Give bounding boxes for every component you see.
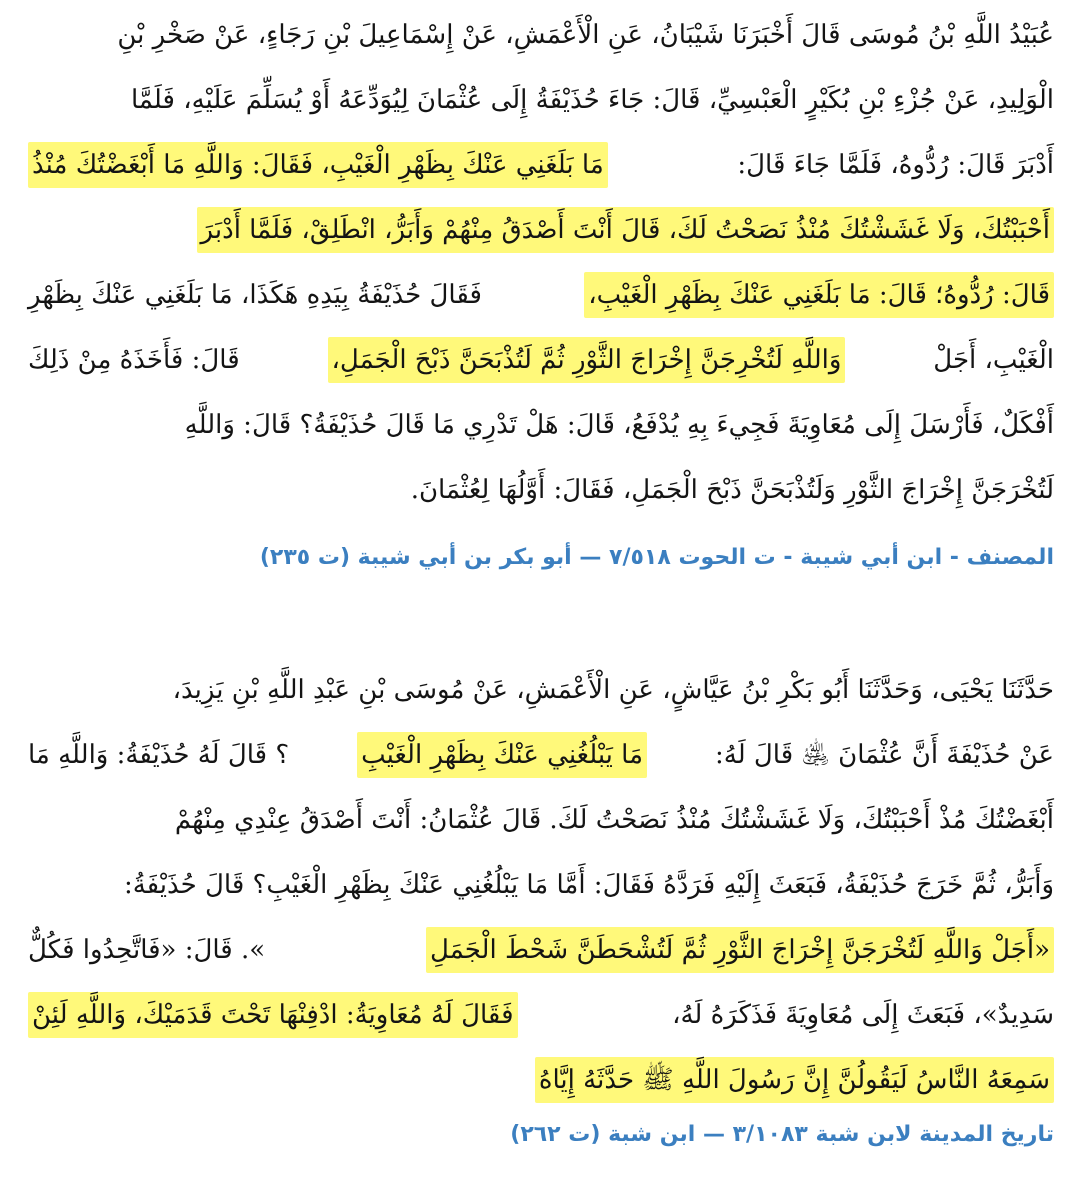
passage-1-text: [28, 2, 1054, 522]
text-line: [28, 982, 1054, 1047]
text-line: [28, 392, 1054, 457]
text-line: [28, 2, 1054, 67]
text-segment: الْوَلِيدِ، عَنْ جُزْءِ بْنِ بُكَيْرٍ الْعَبْسِيِّ، قَالَ: جَاءَ حُذَيْفَةُ إِلَى عُثْمَانَ لِيُوَدِّعَهُ أَوْ يُسَلِّمَ عَلَيْهِ، فَلَمَّا: [130, 84, 1054, 115]
highlighted-text: فَقَالَ لَهُ مُعَاوِيَةُ: ادْفِنْهَا تَحْتَ قَدَمَيْكَ، وَاللَّهِ لَئِنْ: [28, 992, 517, 1038]
text-line: [28, 1047, 1054, 1112]
highlighted-text: وَاللَّهِ لَتُخْرِجَنَّ إِخْرَاجَ الثَّوْرِ ثُمَّ لَتُذْبَحَنَّ ذَبْحَ الْجَمَلِ،: [328, 337, 846, 383]
text-segment: الْغَيْبِ، أَجَلْ: [933, 344, 1054, 375]
passage-2-citation: تاريخ المدينة لابن شبة ٣/١٠٨٣ — ابن شبة (ت ٢٦٢): [510, 1122, 1054, 1147]
highlighted-text: مَا بَلَغَنِي عَنْكَ بِظَهْرِ الْغَيْبِ، فَقَالَ: وَاللَّهِ مَا أَبْغَضْتُكَ مُنْذُ: [28, 142, 608, 188]
text-segment: أَبْغَضْتُكَ مُذْ أَحْبَبْتُكَ، وَلَا غَشَشْتُكَ مُنْذُ نَصَحْتُ لَكَ. قَالَ عُثْمَانُ: أَنْتَ أَصْدَقُ عِنْدِي مِنْهُمْ: [174, 804, 1054, 835]
text-line: [28, 132, 1054, 197]
text-segment: وَأَبَرُّ، ثُمَّ خَرَجَ حُذَيْفَةُ، فَبَعَثَ إِلَيْهِ فَرَدَّهُ فَقَالَ: أَمَّا مَا يَبْلُغُنِي عَنْكَ بِظَهْرِ الْغَيْبِ؟ قَالَ حُذَيْفَةُ:: [123, 869, 1054, 900]
highlighted-text: مَا يَبْلُغُنِي عَنْكَ بِظَهْرِ الْغَيْبِ: [357, 732, 647, 778]
text-line: [28, 327, 1054, 392]
text-line: [28, 67, 1054, 132]
text-segment: سَدِيدٌ»، فَبَعَثَ إِلَى مُعَاوِيَةَ فَذَكَرَهُ لَهُ،: [672, 999, 1054, 1030]
text-segment: ؟ قَالَ لَهُ حُذَيْفَةُ: وَاللَّهِ مَا: [28, 739, 290, 770]
highlighted-text: قَالَ: رُدُّوهُ؛ قَالَ: مَا بَلَغَنِي عَنْكَ بِظَهْرِ الْغَيْبِ،: [584, 272, 1054, 318]
text-segment: لَتُخْرَجَنَّ إِخْرَاجَ الثَّوْرِ وَلَتُذْبَحَنَّ ذَبْحَ الْجَمَلِ، فَقَالَ: أَوَّلُهَا لِعُثْمَانَ.: [410, 474, 1054, 505]
text-segment: عَنْ حُذَيْفَةَ أَنَّ عُثْمَانَ ﵁ قَالَ لَهُ:: [715, 739, 1054, 770]
text-segment: عُبَيْدُ اللَّهِ بْنُ مُوسَى قَالَ أَخْبَرَنَا شَيْبَانُ، عَنِ الْأَعْمَشِ، عَنْ إِسْمَاعِيلَ بْنِ رَجَاءٍ، عَنْ صَخْرِ بْنِ: [117, 19, 1054, 50]
text-line: [28, 457, 1054, 522]
text-segment: أَفْكَلٌ، فَأَرْسَلَ إِلَى مُعَاوِيَةَ فَجِيءَ بِهِ يُدْفَعُ، قَالَ: هَلْ تَدْرِي مَا قَالَ حُذَيْفَةُ؟ قَالَ: وَاللَّهِ: [184, 409, 1054, 440]
text-line: [28, 722, 1054, 787]
text-line: [28, 787, 1054, 852]
highlighted-text: «أَجَلْ وَاللَّهِ لَتُخْرَجَنَّ إِخْرَاجَ الثَّوْرِ ثُمَّ لَتُشْحَطَنَّ شَحْطَ الْجَمَلِ: [426, 927, 1054, 973]
highlighted-text: أَحْبَبْتُكَ، وَلَا غَشَشْتُكَ مُنْذُ نَصَحْتُ لَكَ، قَالَ أَنْتَ أَصْدَقُ مِنْهُمْ وَأَبَرُّ، انْطَلِقْ، فَلَمَّا أَدْبَرَ: [197, 207, 1054, 253]
text-segment: حَدَّثَنَا يَحْيَى، وَحَدَّثَنَا أَبُو بَكْرِ بْنُ عَيَّاشٍ، عَنِ الْأَعْمَشِ، عَنْ مُوسَى بْنِ عَبْدِ اللَّهِ بْنِ يَزِيدَ،: [172, 674, 1054, 705]
text-line: [28, 657, 1054, 722]
highlighted-text: سَمِعَهُ النَّاسُ لَيَقُولُنَّ إِنَّ رَسُولَ اللَّهِ ﷺ حَدَّثَهُ إِيَّاهُ: [535, 1057, 1054, 1103]
text-segment: فَقَالَ حُذَيْفَةُ بِيَدِهِ هَكَذَا، مَا بَلَغَنِي عَنْكَ بِظَهْرِ: [28, 279, 482, 310]
text-segment: ». قَالَ: «فَاتَّحِدُوا فَكُلٌّ: [28, 934, 266, 965]
text-segment: قَالَ: فَأَخَذَهُ مِنْ ذَلِكَ: [28, 344, 240, 375]
text-line: [28, 262, 1054, 327]
text-line: [28, 917, 1054, 982]
text-segment: أَدْبَرَ قَالَ: رُدُّوهُ، فَلَمَّا جَاءَ قَالَ:: [737, 149, 1054, 180]
passage-1-citation: المصنف - ابن أبي شيبة - ت الحوت ٧/٥١٨ — أبو بكر بن أبي شيبة (ت ٢٣٥): [259, 545, 1054, 570]
text-line: [28, 852, 1054, 917]
text-line: [28, 197, 1054, 262]
passage-2-text: [28, 657, 1054, 1112]
